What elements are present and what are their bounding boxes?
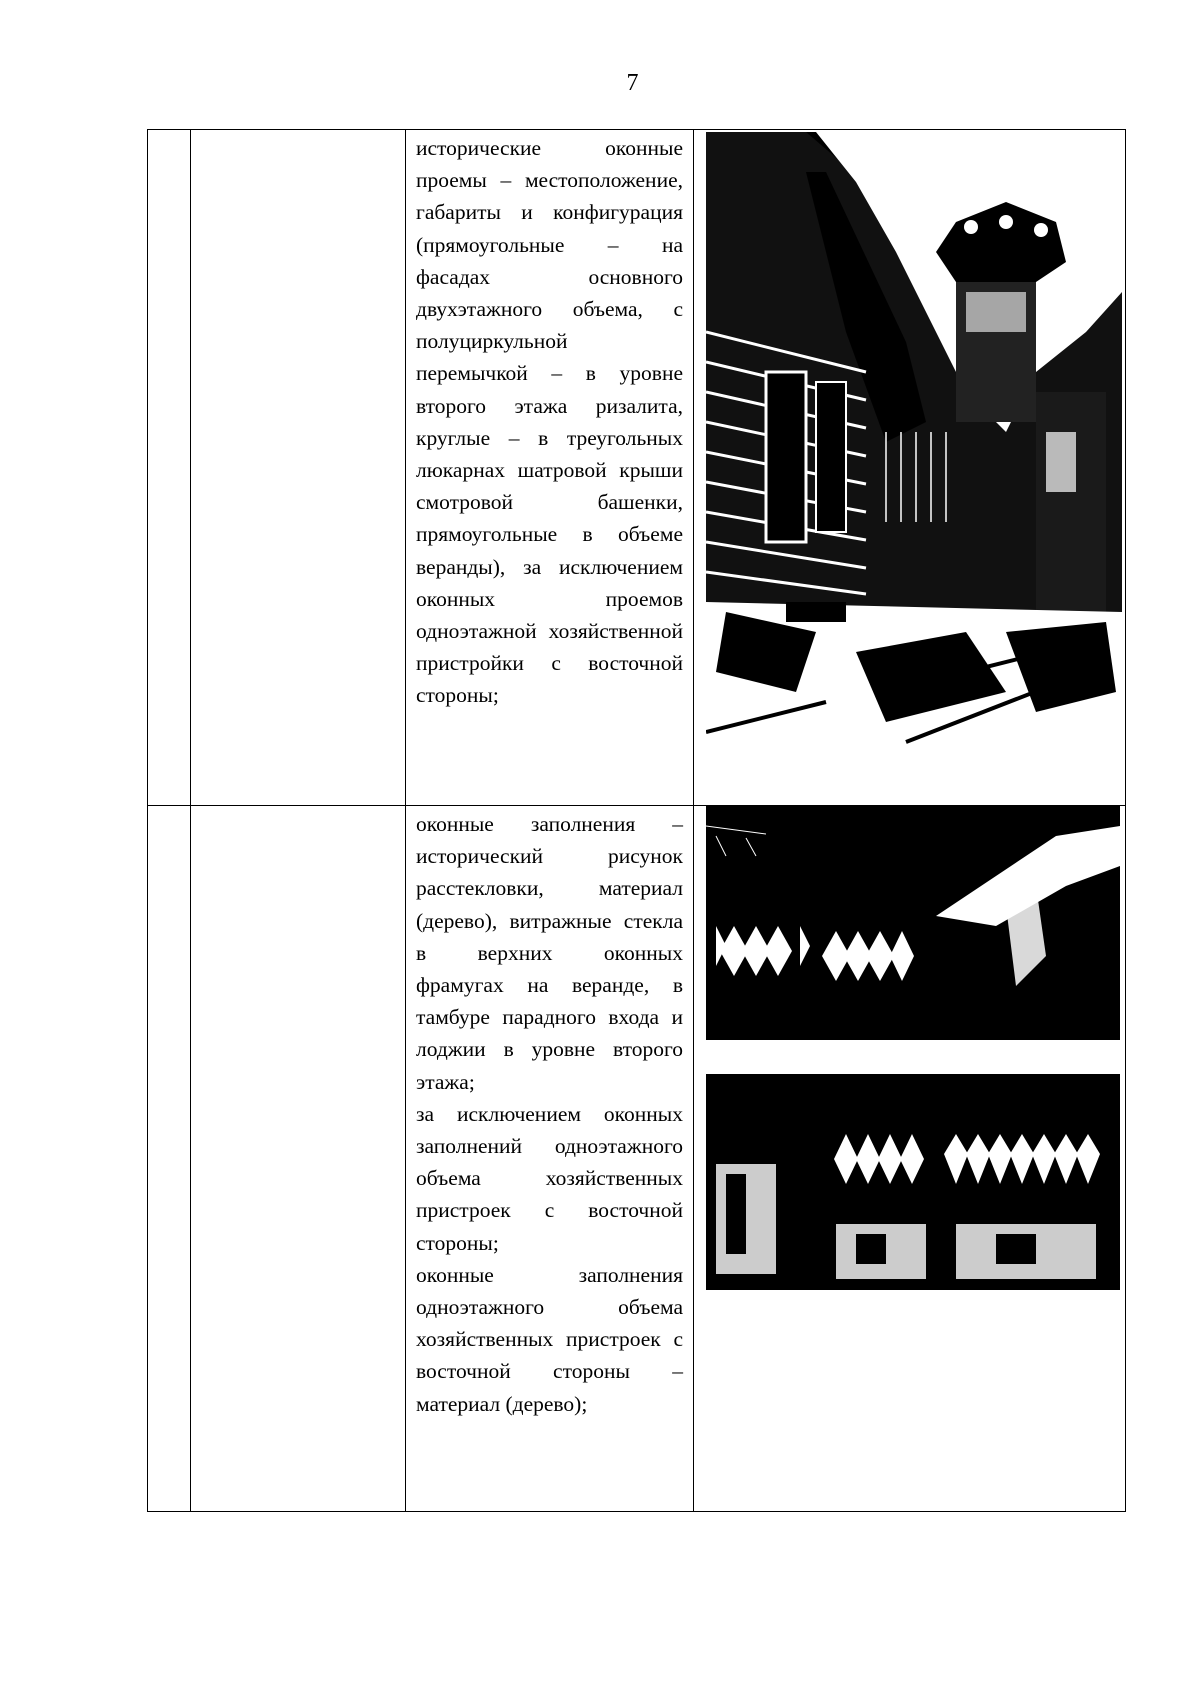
veranda-window-photo [706,806,1120,1040]
house-tower-photo [706,132,1122,744]
name-cell [191,130,406,806]
description-cell [406,130,694,806]
photo-cell [694,130,1126,806]
photo-cell [694,806,1126,1512]
loggia-window-photo [706,1074,1120,1290]
table-row [148,806,1126,1512]
description-paragraph: исторические оконные проемы – местоположение, габариты и конфигурация (прямоугольные – на фасадах основного двухэтажного объема, с полуциркульной перемычкой – в уровне второго этажа ризалита, круглые – в треугольных люкарнах шатровой крыши смотровой башенки, прямоугольные в объеме веранды), за исключением оконных проемов одноэтажной хозяйственной пристройки с восточной стороны; [416,136,683,708]
page-number: 7 [626,70,639,96]
number-cell [148,806,191,1512]
name-cell [191,806,406,1512]
number-cell [148,130,191,806]
table-row [148,130,1126,806]
description-paragraph: оконные заполнения – исторический рисунок расстекловки, материал (дерево), витражные стекла в верхних оконных фрамугах на веранде, в тамбуре парадного входа и лоджии в уровне второго этажа; [416,812,683,1094]
description-paragraph: за исключением оконных заполнений одноэтажного объема хозяйственных пристроек с восточной стороны; [416,1101,683,1255]
description-paragraph: оконные заполнения одноэтажного объема хозяйственных пристроек с восточной стороны – материал (дерево); [416,1262,683,1416]
description-cell [406,806,694,1512]
subject-table [147,129,1126,1512]
